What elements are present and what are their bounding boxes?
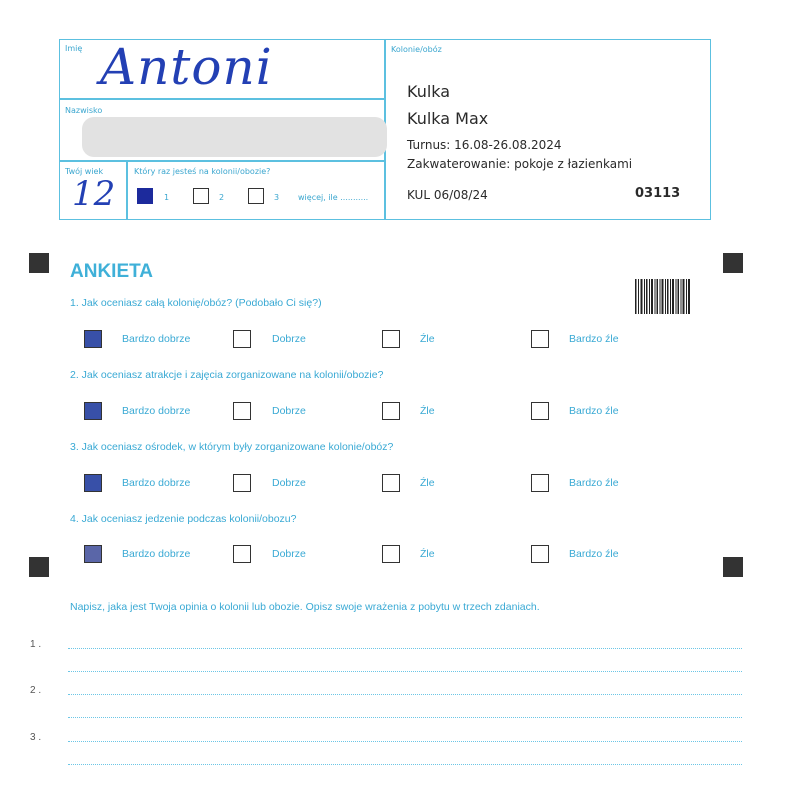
answer-line-2a[interactable]	[68, 694, 742, 695]
q2-option-dobrze: Dobrze	[272, 405, 306, 417]
q3-checkbox-zle[interactable]	[382, 474, 400, 492]
q1-option-bardzo-zle: Bardzo źle	[569, 333, 619, 345]
question-2: 2. Jak oceniasz atrakcje i zajęcia zorganizowane na kolonii/obozie?	[70, 369, 384, 381]
camp-name: Kulka	[407, 82, 451, 101]
ktory-raz-checkbox-3[interactable]	[248, 188, 264, 204]
q2-checkbox-zle[interactable]	[382, 402, 400, 420]
q4-checkbox-bardzo-dobrze[interactable]	[84, 545, 102, 563]
wiek-handwritten: 12	[72, 174, 116, 214]
q1-option-zle: Źle	[420, 333, 435, 345]
registration-marker-tl	[29, 253, 49, 273]
q2-option-bardzo-zle: Bardzo źle	[569, 405, 619, 417]
zakwaterowanie: Zakwaterowanie: pokoje z łazienkami	[407, 157, 633, 171]
q2-checkbox-dobrze[interactable]	[233, 402, 251, 420]
ktory-raz-option-3: 3	[274, 193, 280, 202]
imie-handwritten: Antoni	[100, 38, 273, 96]
q3-option-dobrze: Dobrze	[272, 477, 306, 489]
q1-option-dobrze: Dobrze	[272, 333, 306, 345]
ktory-raz-checkbox-2[interactable]	[193, 188, 209, 204]
imie-label: Imię	[65, 44, 83, 53]
kolonie-label: Kolonie/obóz	[391, 45, 442, 54]
ktory-raz-label: Który raz jesteś na kolonii/obozie?	[134, 167, 271, 176]
turnus: Turnus: 16.08-26.08.2024	[407, 138, 562, 152]
q3-checkbox-dobrze[interactable]	[233, 474, 251, 492]
q4-option-bardzo-dobrze: Bardzo dobrze	[122, 548, 191, 560]
q3-checkbox-bardzo-dobrze[interactable]	[84, 474, 102, 492]
form-number: 03113	[635, 186, 681, 201]
answer-line-2b[interactable]	[68, 717, 742, 718]
barcode	[635, 279, 690, 314]
divider-nazwisko	[59, 160, 385, 162]
survey-title: ANKIETA	[70, 261, 154, 282]
q4-option-bardzo-zle: Bardzo źle	[569, 548, 619, 560]
line-number-1: 1 .	[30, 639, 42, 650]
q1-checkbox-bardzo-dobrze[interactable]	[84, 330, 102, 348]
camp-sub: Kulka Max	[407, 109, 489, 128]
q2-checkbox-bardzo-zle[interactable]	[531, 402, 549, 420]
nazwisko-label: Nazwisko	[65, 106, 103, 115]
opinion-prompt: Napisz, jaka jest Twoja opinia o kolonii lub obozie. Opisz swoje wrażenia z pobytu w trzech zdaniach.	[70, 601, 540, 613]
q3-checkbox-bardzo-zle[interactable]	[531, 474, 549, 492]
q3-option-bardzo-dobrze: Bardzo dobrze	[122, 477, 191, 489]
wiecej-label: więcej, ile ...........	[298, 193, 369, 202]
registration-marker-tr	[723, 253, 743, 273]
q4-checkbox-dobrze[interactable]	[233, 545, 251, 563]
answer-line-3a[interactable]	[68, 741, 742, 742]
wiek-label: Twój wiek	[65, 167, 104, 176]
answer-line-1a[interactable]	[68, 648, 742, 649]
q1-checkbox-dobrze[interactable]	[233, 330, 251, 348]
q2-checkbox-bardzo-dobrze[interactable]	[84, 402, 102, 420]
q1-option-bardzo-dobrze: Bardzo dobrze	[122, 333, 191, 345]
question-1: 1. Jak oceniasz całą kolonię/obóz? (Podobało Ci się?)	[70, 297, 322, 309]
q1-checkbox-bardzo-zle[interactable]	[531, 330, 549, 348]
nazwisko-redaction	[82, 117, 387, 157]
line-number-3: 3 .	[30, 732, 42, 743]
camp-code: KUL 06/08/24	[407, 188, 488, 202]
line-number-2: 2 .	[30, 685, 42, 696]
answer-line-1b[interactable]	[68, 671, 742, 672]
question-3: 3. Jak oceniasz ośrodek, w którym były zorganizowane kolonie/obóz?	[70, 441, 394, 453]
q3-option-bardzo-zle: Bardzo źle	[569, 477, 619, 489]
q3-option-zle: Źle	[420, 477, 435, 489]
q4-option-dobrze: Dobrze	[272, 548, 306, 560]
registration-marker-bl	[29, 557, 49, 577]
q4-option-zle: Źle	[420, 548, 435, 560]
answer-line-3b[interactable]	[68, 764, 742, 765]
ktory-raz-checkbox-1[interactable]	[137, 188, 153, 204]
q2-option-zle: Źle	[420, 405, 435, 417]
ktory-raz-option-2: 2	[219, 193, 225, 202]
q4-checkbox-bardzo-zle[interactable]	[531, 545, 549, 563]
registration-marker-br	[723, 557, 743, 577]
q2-option-bardzo-dobrze: Bardzo dobrze	[122, 405, 191, 417]
q4-checkbox-zle[interactable]	[382, 545, 400, 563]
ktory-raz-option-1: 1	[164, 193, 170, 202]
divider-wiek	[126, 160, 128, 220]
divider-imie	[59, 98, 385, 100]
question-4: 4. Jak oceniasz jedzenie podczas kolonii/obozu?	[70, 513, 297, 525]
q1-checkbox-zle[interactable]	[382, 330, 400, 348]
